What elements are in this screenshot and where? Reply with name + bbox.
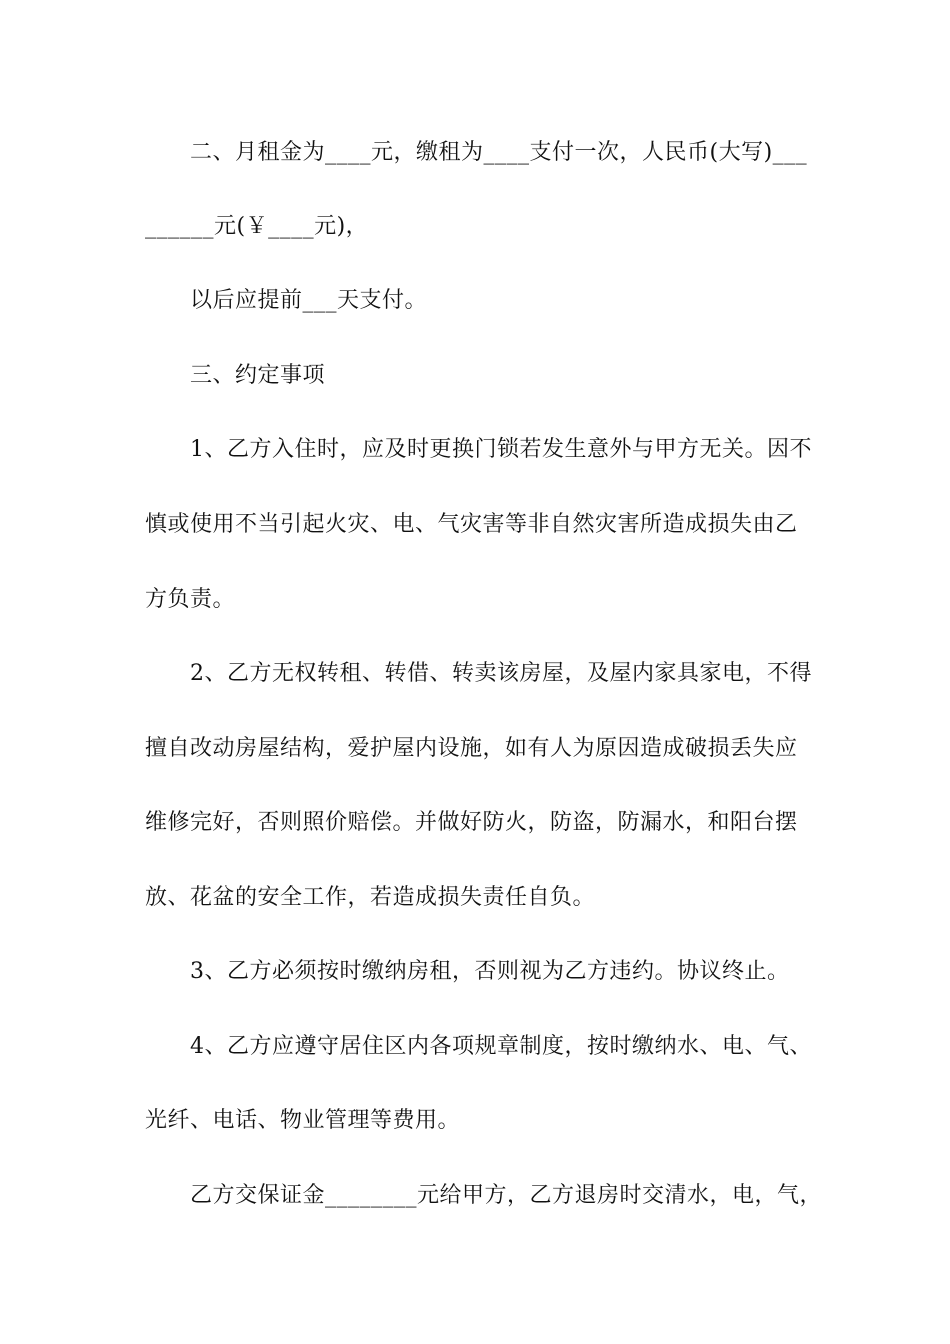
clause-2-rent-line-2: ______元(￥____元)， [145, 214, 369, 239]
item-2-line-4: 放、花盆的安全工作，若造成损失责任自负。 [145, 885, 596, 910]
item-4-line-2: 光纤、电话、物业管理等费用。 [145, 1108, 461, 1133]
item-4-line-1: 4、乙方应遵守居住区内各项规章制度，按时缴纳水、电、气、 [190, 1034, 812, 1059]
item-1-line-3: 方负责。 [145, 587, 236, 612]
item-2-line-2: 擅自改动房屋结构，爱护屋内设施，如有人为原因造成破损丢失应 [145, 736, 798, 761]
item-2-line-1: 2、乙方无权转租、转借、转卖该房屋，及屋内家具家电，不得 [190, 661, 812, 686]
item-1-line-1: 1、乙方入住时，应及时更换门锁若发生意外与甲方无关。因不 [190, 437, 812, 462]
item-1-line-2: 慎或使用不当引起火灾、电、气灾害等非自然灾害所造成损失由乙 [145, 512, 798, 537]
item-3-line-1: 3、乙方必须按时缴纳房租，否则视为乙方违约。协议终止。 [190, 959, 790, 984]
clause-2-advance-payment: 以后应提前___天支付。 [190, 288, 428, 313]
clause-2-rent-line-1: 二、月租金为____元，缴租为____支付一次，人民币(大写)___ [190, 140, 808, 165]
item-2-line-3: 维修完好，否则照价赔偿。并做好防火，防盗，防漏水，和阳台摆 [145, 810, 798, 835]
deposit-line-1: 乙方交保证金________元给甲方，乙方退房时交清水，电，气， [190, 1183, 823, 1208]
section-3-heading: 三、约定事项 [190, 363, 326, 388]
